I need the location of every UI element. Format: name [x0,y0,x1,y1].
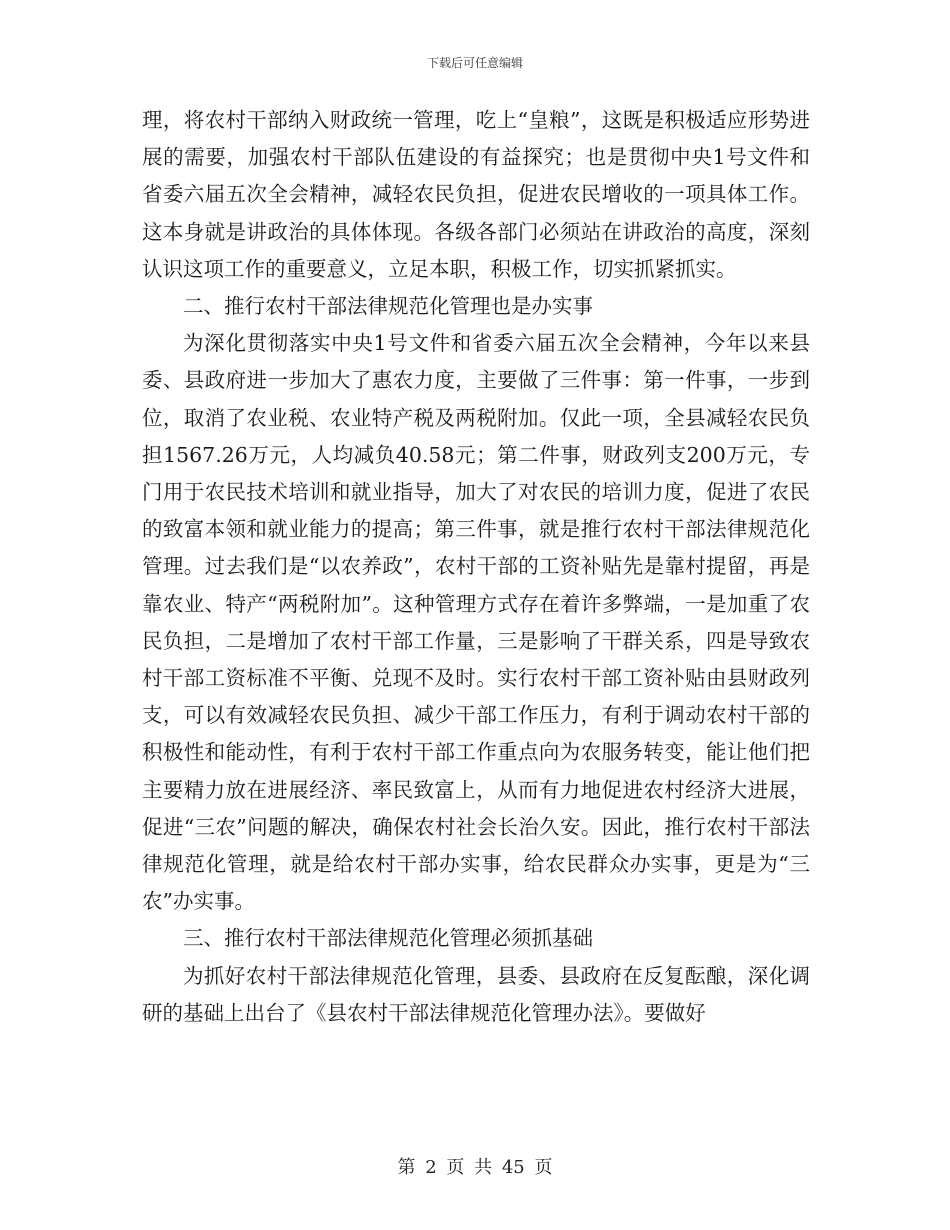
page-header: 下载后可任意编辑 [426,56,523,70]
section-heading-2: 二、推行农村干部法律规范化管理也是办实事 [183,294,593,319]
paragraph-intro: 理，将农村干部纳入财政统一管理，吃上“皇粮”，这既是积极适应形势进展的需要，加强农村干部队伍建设的有益探究；也是贯彻中央1号文件和省委六届五次全会精神，减轻农民负担，促进农民增收的一项具体工作。这本身就是讲政治的具体体现。各级各部门必须站在讲政治的高度，深刻认识这项工作的重要意义，立足本职，积极工作，切实抓紧抓实。 [142,108,810,281]
section-heading-3: 三、推行农村干部法律规范化管理必须抓基础 [183,926,593,951]
document-body [142,102,810,1032]
page-number: 第 2 页 共 45 页 [397,1157,553,1178]
paragraph-section-2: 为深化贯彻落实中央1号文件和省委六届五次全会精神，今年以来县委、县政府进一步加大了惠农力度，主要做了三件事：第一件事，一步到位，取消了农业税、农业特产税及两税附加。仅此一项，全县减轻农民负担1567.26万元，人均减负40.58元；第二件事，财政列支200万元，专门用于农民技术培训和就业指导，加大了对农民的培训力度，促进了农民的致富本领和就业能力的提高；第三件事，就是推行农村干部法律规范化管理。过去我们是“以农养政”，农村干部的工资补贴先是靠村提留，再是靠农业、特产“两税附加”。这种管理方式存在着许多弊端，一是加重了农民负担，二是增加了农村干部工作量，三是影响了干群关系，四是导致农村干部工资标准不平衡、兑现不及时。实行农村干部工资补贴由县财政列支，可以有效减轻农民负担、减少干部工作压力，有利于调动农村干部的积极性和能动性，有利于农村干部工作重点向为农服务转变，能让他们把主要精力放在进展经济、率民致富上，从而有力地促进农村经济大进展，促进“三农”问题的解决，确保农村社会长治久安。因此，推行农村干部法律规范化管理，就是给农村干部办实事，给农民群众办实事，更是为“三农”办实事。 [142,331,810,914]
paragraph-section-3: 为抓好农村干部法律规范化管理，县委、县政府在反复酝酿，深化调研的基础上出台了《县农村干部法律规范化管理办法》。要做好 [142,963,810,1025]
